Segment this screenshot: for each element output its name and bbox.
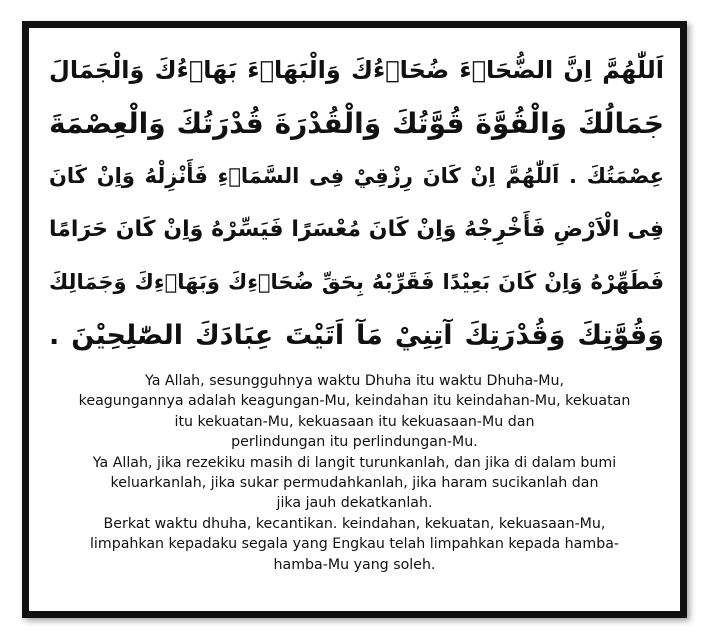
translation-line-7: jika jauh dekatkanlah. xyxy=(276,495,433,512)
arabic-line-3: عِصْمَتُكَ . اَللّٰهُمَّ اِنْ كَانَ رِزْقِيْ فِى السَّمَاۤءِ فَأَنْزِلْهُ وَاِنْ كَانَ xyxy=(49,164,664,188)
translation-line-10: hamba-Mu yang soleh. xyxy=(273,556,436,573)
arabic-line-5: فَطَهِّرْهُ وَاِنْ كَانَ بَعِيْدًا فَقَرِّبْهُ بِحَقِّ ضُحَاۤءِكَ وَبَهَاۤءِكَ وَجَمَالِكَ xyxy=(49,270,664,294)
translation-line-2: keagungannya adalah keagungan-Mu, keindahan itu keindahan-Mu, kekuatan xyxy=(78,393,631,410)
translation-line-8: Berkat waktu dhuha, kecantikan. keindahan, kekuatan, kekuasaan-Mu, xyxy=(103,515,606,532)
arabic-prayer-text xyxy=(49,44,664,362)
translation-line-5: Ya Allah, jika rezekiku masih di langit turunkanlah, dan jika di dalam bumi xyxy=(92,454,617,471)
translation-line-9: limpahkan kepadaku segala yang Engkau telah limpahkan kepada hamba- xyxy=(89,536,620,553)
translation-line-6: keluarkanlah, jika sukar permudahkanlah, jika haram sucikanlah dan xyxy=(110,475,599,492)
translation-line-4: perlindungan itu perlindungan-Mu. xyxy=(231,434,478,451)
arabic-line-6: وَقُوَّتِكَ وَقُدْرَتِكَ آتِنِيْ مَآ اَتَيْتَ عِبَادَكَ الصّٰلِحِيْنَ . xyxy=(49,320,664,351)
document-frame xyxy=(22,21,687,618)
arabic-line-4: فِى الْاَرْضِ فَأَخْرِجْهُ وَاِنْ كَانَ مُعْسَرًا فَيَسِّرْهُ وَاِنْ كَانَ حَرَامًا xyxy=(49,217,664,242)
translation-line-3: itu kekuatan-Mu, kekuasaan itu kekuasaan-Mu dan xyxy=(174,413,535,430)
translation-line-1: Ya Allah, sesungguhnya waktu Dhuha itu waktu Dhuha-Mu, xyxy=(144,373,564,389)
arabic-line-1: اَللّٰهُمَّ اِنَّ الضُّحَاۤءَ ضُحَاۤءُكَ وَالْبَهَاۤءَ بَهَاۤءُكَ وَالْجَمَالَ xyxy=(49,56,664,84)
translation-text xyxy=(39,371,670,575)
arabic-line-2: جَمَالُكَ وَالْقُوَّةَ قُوَّتُكَ وَالْقُدْرَةَ قُدْرَتُكَ وَالْعِصْمَةَ xyxy=(49,107,664,140)
